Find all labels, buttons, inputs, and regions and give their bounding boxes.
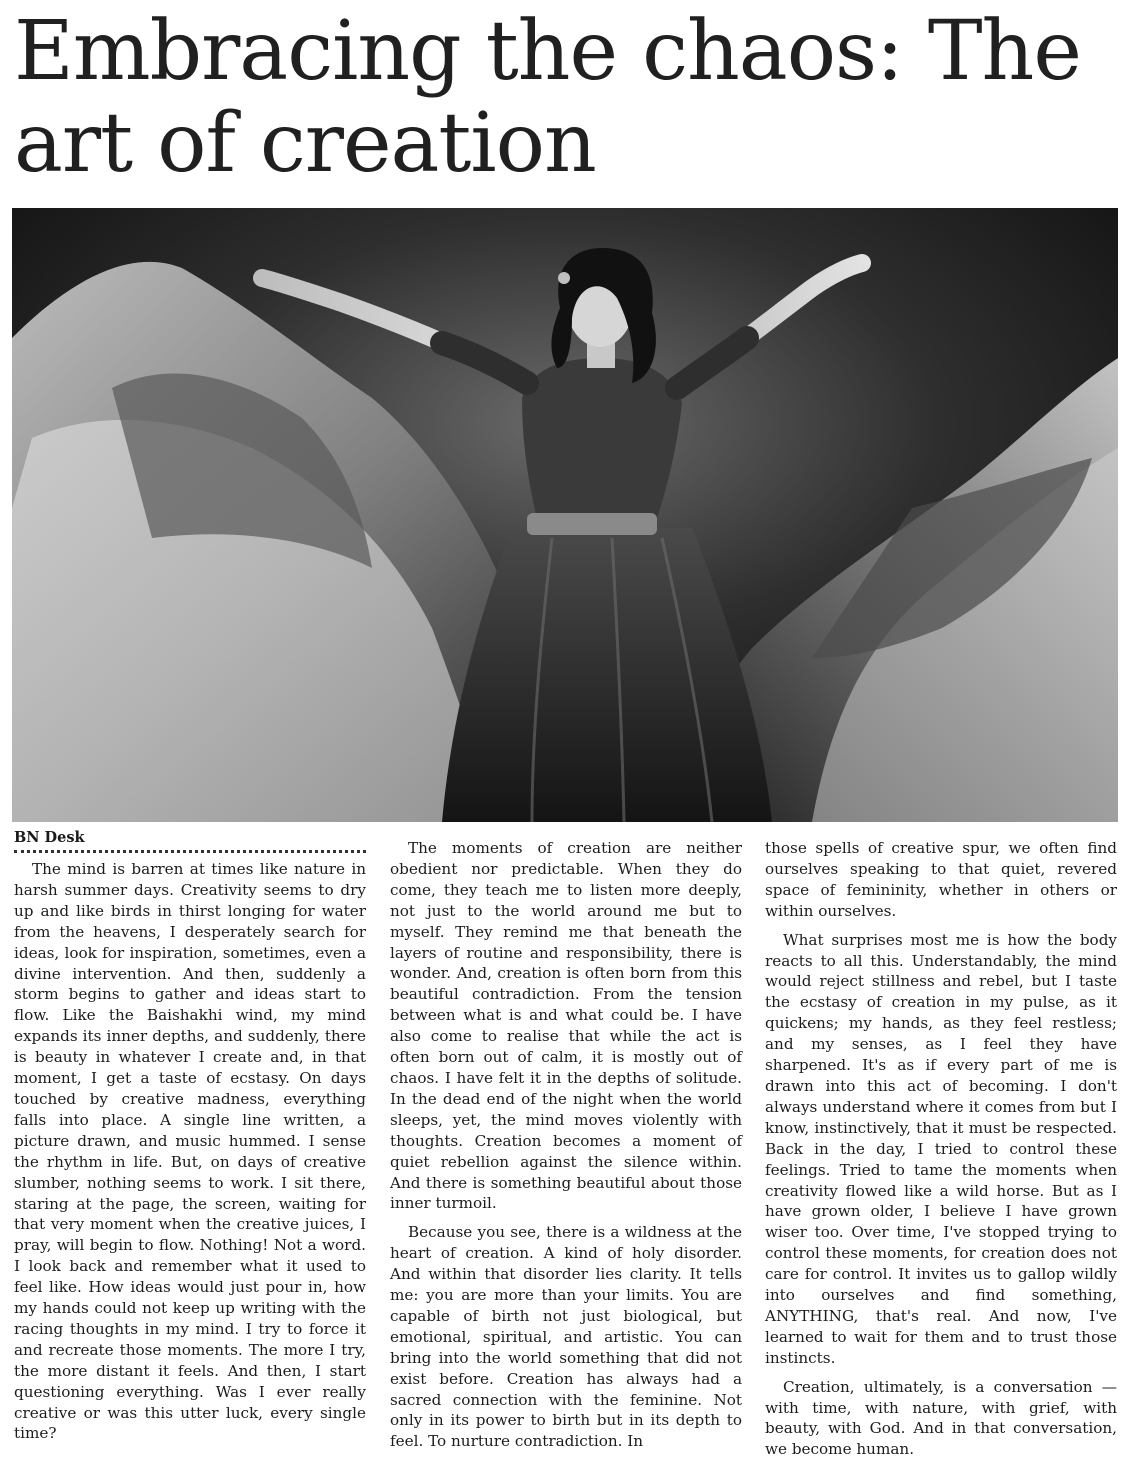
- paragraph: The moments of creation are neither obedient nor predictable. When they do come, they teach me to listen more deeply, not just to the world around me but to myself. They remind me that beneath the layers of routine and responsibility, there is wonder. And, creation is often born from this beautiful contradiction. From the tension between what is and what could be. I have also come to realise that while the act is often born out of calm, it is mostly out of chaos. I have felt it in the depths of solitude. In the dead end of the night when the world sleeps, yet, the mind moves violently with thoughts. Creation becomes a moment of quiet rebellion against the silence within. And there is something beautiful about those inner turmoil.: [390, 839, 742, 1213]
- paragraph: The mind is barren at times like nature in harsh summer days. Creativity seems to dry up and like birds in thirst longing for water from the heavens, I desperately search for ideas, look for inspiration, sometimes, even a divine intervention. And then, suddenly a storm begins to gather and ideas start to flow. Like the Baishakhi wind, my mind expands its inner depths, and suddenly, there is beauty in whatever I create and, in that moment, I get a taste of ecstasy. On days touched by creative madness, everything falls into place. A single line written, a picture drawn, and music hummed. I sense the rhythm in life. But, on days of creative slumber, nothing seems to work. I sit there, staring at the page, the screen, waiting for that very moment when the creative juices, I pray, will begin to flow. Nothing! Not a word. I look back and remember what it used to feel like. How ideas would just pour in, how my hands could not keep up writing with the racing thoughts in my mind. I try to force it and recreate those moments. The more I try, the more distant it feels. And then, I start questioning everything. Was I ever really creative or was this utter luck, every single time?: [14, 860, 366, 1443]
- article-photo: [12, 208, 1118, 822]
- article-column-1: [14, 828, 366, 1444]
- article-body: [14, 828, 1118, 1459]
- article-column-2: [390, 838, 742, 1452]
- article-column-3: [765, 838, 1117, 1460]
- byline: BN Desk: [14, 829, 85, 846]
- paragraph: Creation, ultimately, is a conversation — with time, with nature, with grief, with beauty, with God. And in that conversation, we become human.: [765, 1377, 1117, 1459]
- byline-divider: [14, 850, 366, 853]
- paragraph: What surprises most me is how the body reacts to all this. Understandably, the mind would reject stillness and rebel, but I taste the ecstasy of creation in my pulse, as it quickens; my hands, as they feel restless; and my senses, as I feel they have sharpened. It's as if every part of me is drawn into this act of becoming. I don't always understand where it comes from but I know, instinctively, that it must be respected. Back in the day, I tried to control these feelings. Tried to tame the moments when creativity flowed like a wild horse. But as I have grown older, I believe I have grown wiser too. Over time, I've stopped trying to control these moments, for creation does not care for control. It invites us to gallop wildly into ourselves and find something, ANYTHING, that's real. And now, I've learned to wait for them and to trust those instincts.: [765, 930, 1117, 1367]
- paragraph: Because you see, there is a wildness at the heart of creation. A kind of holy disorder. And within that disorder lies clarity. It tells me: you are more than your limits. You are capable of birth not just biological, but emotional, spiritual, and artistic. You can bring into the world something that did not exist before. Creation has always had a sacred connection with the feminine. Not only in its power to birth but in its depth to feel. To nurture contradiction. In: [390, 1223, 742, 1451]
- headline: Embracing the chaos: The art of creation: [14, 4, 1081, 191]
- paragraph: those spells of creative spur, we often find ourselves speaking to that quiet, revered space of femininity, whether in others or within ourselves.: [765, 839, 1117, 920]
